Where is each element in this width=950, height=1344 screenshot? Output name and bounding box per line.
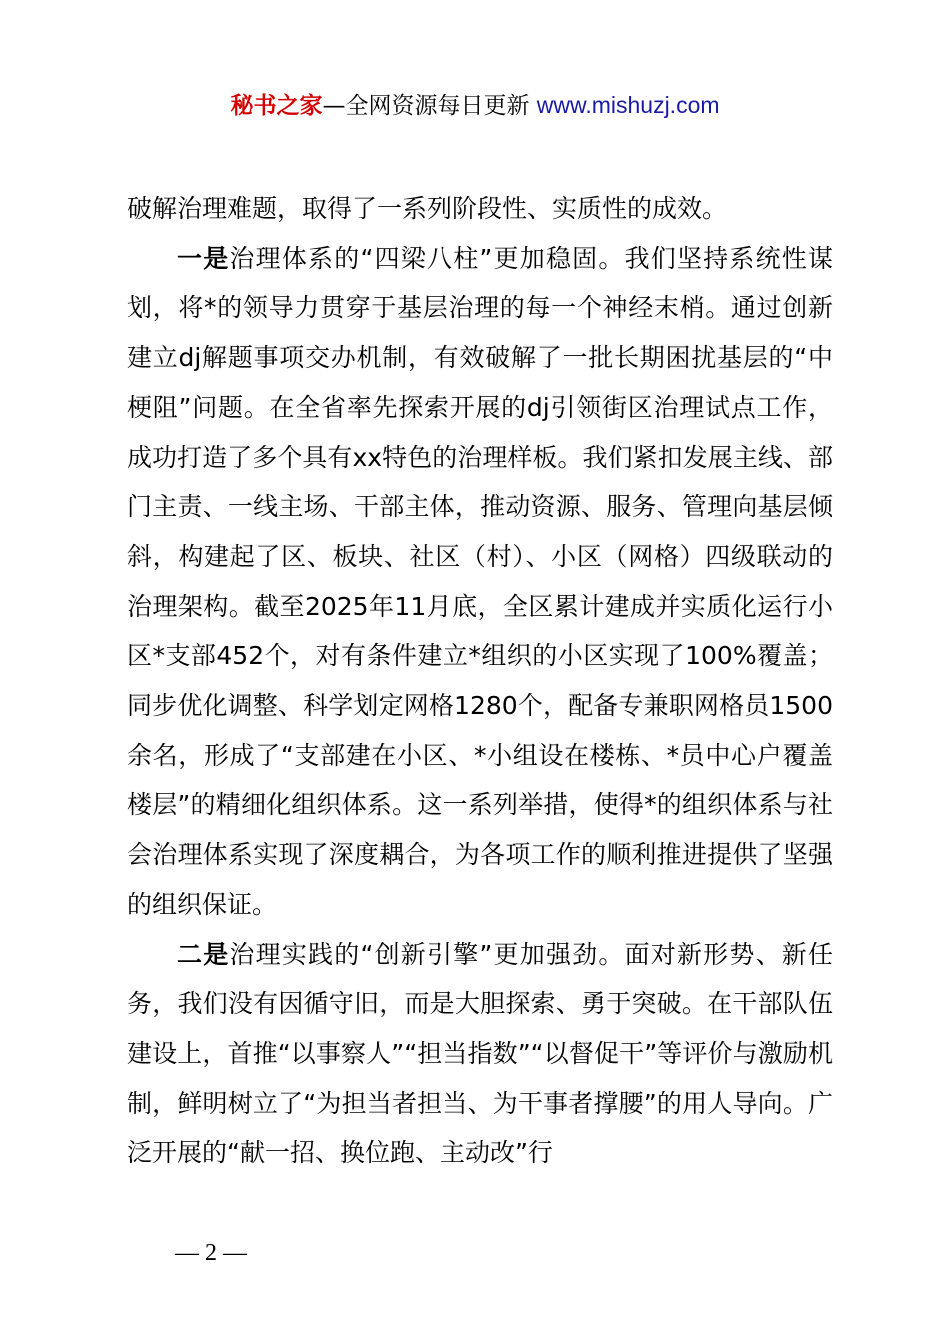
header-tagline: —全网资源每日更新 xyxy=(322,93,537,119)
paragraph-1 xyxy=(127,234,833,930)
continuation-paragraph: 破解治理难题，取得了一系列阶段性、实质性的成效。 xyxy=(127,194,728,223)
page-number: — 2 — xyxy=(175,1240,247,1266)
brand-name: 秘书之家 xyxy=(230,93,323,119)
paragraph-2-lead: 二是 xyxy=(177,939,230,969)
paragraph-1-lead: 一是 xyxy=(177,243,230,273)
site-url-link[interactable]: www.mishuzj.com xyxy=(536,92,720,118)
document-body xyxy=(127,184,833,1178)
paragraph-1-text: 治理体系的“四梁八柱”更加稳固。我们坚持系统性谋划，将*的领导力贯穿于基层治理的每一个神经末梢。通过创新建立dj解题事项交办机制，有效破解了一批长期困扰基层的“中梗阻”问题。在全省率先探索开展的dj引领街区治理试点工作，成功打造了多个具有xx特色的治理样板。我们紧扣发展主线、部门主责、一线主场、干部主体，推动资源、服务、管理向基层倾斜，构建起了区、板块、社区（村）、小区（网格）四级联动的治理架构。截至2025年11月底，全区累计建成并实质化运行小区*支部452个，对有条件建立*组织的小区实现了100%覆盖；同步优化调整、科学划定网格1280个，配备专兼职网格员1500余名，形成了“支部建在小区、*小组设在楼栋、*员中心户覆盖楼层”的精细化组织体系。这一系列举措，使得*的组织体系与社会治理体系实现了深度耦合，为各项工作的顺利推进提供了坚强的组织保证。 xyxy=(127,243,833,919)
site-header xyxy=(0,88,950,123)
paragraph-2-text: 治理实践的“创新引擎”更加强劲。面对新形势、新任务，我们没有因循守旧，而是大胆探索、勇于突破。在干部队伍建设上，首推“以事察人”“担当指数”“以督促干”等评价与激励机制，鲜明树立了“为担当者担当、为干事者撑腰”的用人导向。广泛开展的“献一招、换位跑、主动改”行 xyxy=(127,939,833,1168)
paragraph-2 xyxy=(127,930,833,1179)
